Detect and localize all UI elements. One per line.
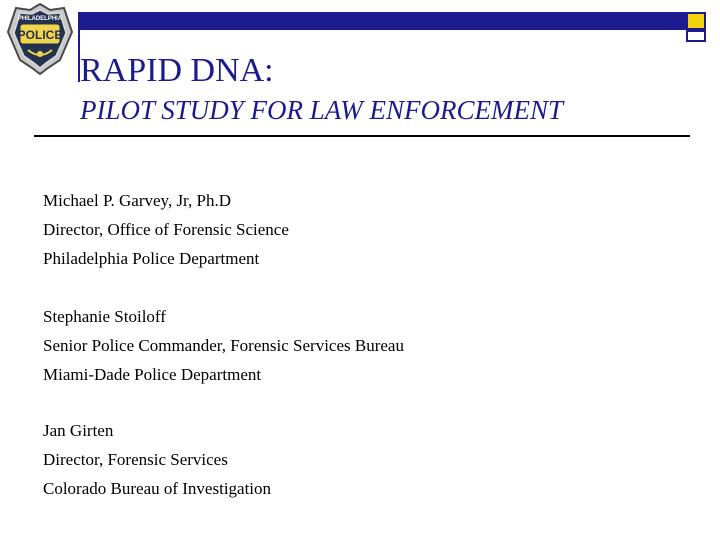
presenter-block [43, 416, 271, 503]
presenter-block [43, 302, 404, 389]
corner-square-white [686, 30, 706, 42]
presenter-organization: Philadelphia Police Department [43, 249, 260, 268]
logo-top-text: PHILADELPHIA [17, 16, 63, 22]
presenter-role: Senior Police Commander, Forensic Services Bureau [43, 336, 404, 355]
presenter-name: Michael P. Garvey, Jr, Ph.D [43, 191, 232, 210]
presenter-role: Director, Forensic Services [43, 450, 228, 469]
police-badge-icon [6, 2, 74, 76]
title-divider [34, 135, 690, 137]
slide-subtitle: PILOT STUDY FOR LAW ENFORCEMENT [80, 95, 564, 125]
presenter-role: Director, Office of Forensic Science [43, 220, 289, 239]
corner-square-yellow [686, 12, 706, 30]
header-bar [78, 12, 686, 30]
presenter-name: Jan Girten [43, 421, 114, 440]
presenter-block [43, 186, 289, 273]
presenter-organization: Colorado Bureau of Investigation [43, 479, 272, 498]
presenter-name: Stephanie Stoiloff [43, 307, 166, 326]
slide-title: RAPID DNA: [80, 52, 274, 89]
presenter-organization: Miami-Dade Police Department [43, 365, 262, 384]
logo-main-text: POLICE [17, 28, 63, 42]
